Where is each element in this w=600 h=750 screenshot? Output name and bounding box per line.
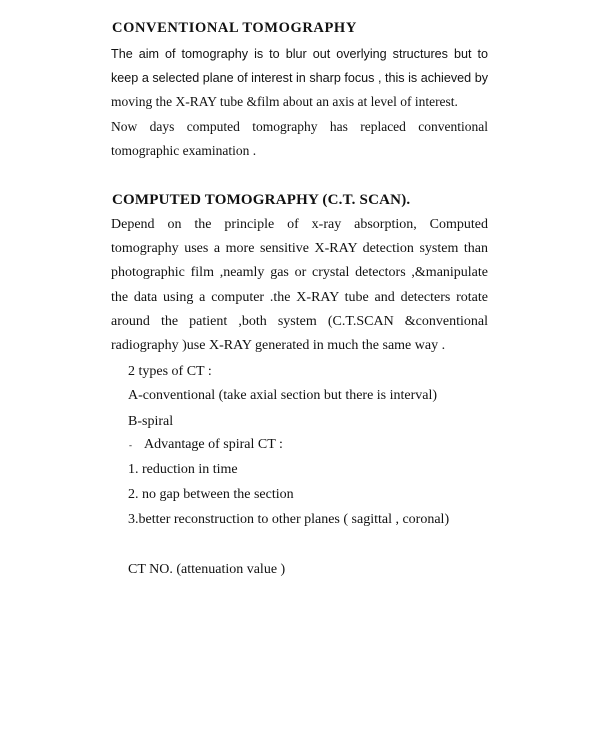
computed-tomography-heading: COMPUTED TOMOGRAPHY (C.T. SCAN).	[112, 192, 411, 208]
ct-number-label: CT NO. (attenuation value )	[128, 562, 286, 577]
paragraph-line: tomography uses a more sensitive X-RAY detection system than	[111, 241, 488, 257]
ct-types-title: 2 types of CT :	[128, 364, 212, 379]
paragraph-line: around the patient ,both system (C.T.SCAN &conventional	[111, 313, 488, 329]
paragraph-line: the data using a computer .the X-RAY tube and detecters rotate	[111, 289, 488, 305]
advantage-item: 3.better reconstruction to other planes ( sagittal , coronal)	[128, 512, 450, 527]
advantage-item: 2. no gap between the section	[128, 487, 294, 502]
advantage-item: 1. reduction in time	[128, 462, 238, 477]
computed-tomography-paragraph	[111, 213, 488, 358]
paragraph-line: tomographic examination .	[111, 142, 257, 158]
paragraph-line: moving the X-RAY tube &film about an axis at level of interest.	[111, 94, 458, 110]
paragraph-line: radiography )use X-RAY generated in much the same way .	[111, 338, 446, 354]
ct-type-a: A-conventional (take axial section but there is interval)	[128, 388, 438, 403]
ct-type-b: B-spiral	[128, 414, 174, 429]
paragraph-line: Now days computed tomography has replaced conventional	[111, 118, 488, 134]
conventional-tomography-heading: CONVENTIONAL TOMOGRAPHY	[112, 20, 357, 36]
paragraph-line: keep a selected plane of interest in sharp focus , this is achieved by	[111, 71, 488, 86]
paragraph-line: photographic film ,neamly gas or crystal detectors ,&manipulate	[111, 265, 488, 281]
paragraph-line: The aim of tomography is to blur out overlying structures but to	[111, 47, 488, 61]
advantages-title-row	[129, 437, 283, 453]
bullet-dash: -	[129, 440, 132, 450]
advantages-title: Advantage of spiral CT :	[144, 437, 283, 452]
conventional-tomography-paragraph	[111, 42, 488, 163]
paragraph-line: Depend on the principle of x-ray absorption, Computed	[111, 217, 488, 232]
